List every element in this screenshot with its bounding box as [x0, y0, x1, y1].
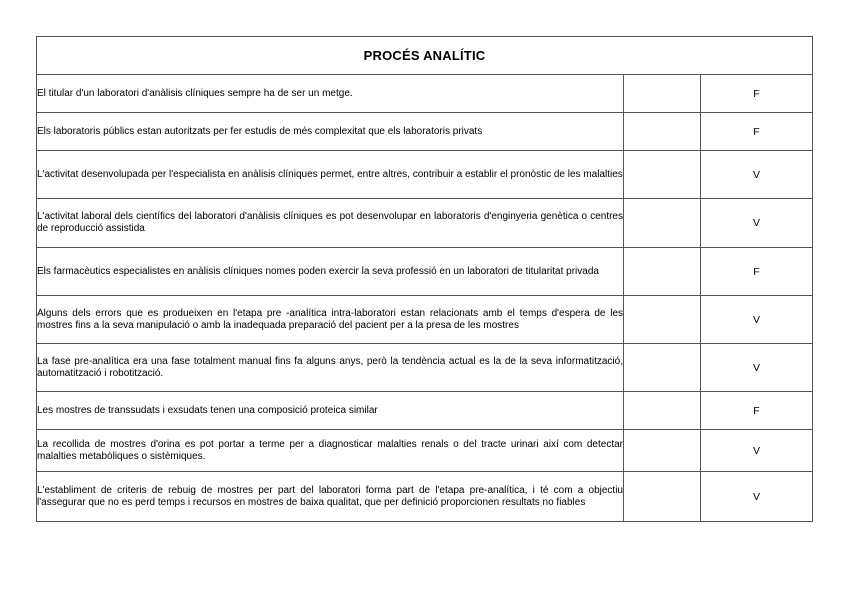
- statement-cell: Els laboratoris públics estan autoritzats per fer estudis de més complexitat que els laboratoris privats: [37, 113, 624, 151]
- answer-cell: V: [701, 344, 813, 392]
- answer-cell: V: [701, 199, 813, 248]
- table-row: [37, 430, 813, 472]
- statement-cell: L'establiment de criteris de rebuig de mostres per part del laboratori forma part de l'etapa pre-analítica, i té com a objectiu l'assegurar que no es perd temps i recursos en mostres de baixa qualitat, que per definició proporcionen resultats no fiables: [37, 472, 624, 522]
- true-false-table: [36, 36, 813, 522]
- answer-cell: V: [701, 430, 813, 472]
- table-row: [37, 344, 813, 392]
- statement-cell: El titular d'un laboratori d'anàlisis clíniques sempre ha de ser un metge.: [37, 75, 624, 113]
- blank-cell: [624, 430, 701, 472]
- table-title: PROCÉS ANALÍTIC: [37, 37, 813, 75]
- blank-cell: [624, 75, 701, 113]
- answer-cell: V: [701, 151, 813, 199]
- blank-cell: [624, 296, 701, 344]
- document-page: [36, 36, 812, 522]
- statement-cell: Les mostres de transsudats i exsudats tenen una composició proteica similar: [37, 392, 624, 430]
- answer-cell: F: [701, 75, 813, 113]
- table-row: [37, 199, 813, 248]
- blank-cell: [624, 113, 701, 151]
- table-row: [37, 151, 813, 199]
- answer-cell: F: [701, 113, 813, 151]
- answer-cell: V: [701, 472, 813, 522]
- statement-cell: Alguns dels errors que es produeixen en l'etapa pre -analítica intra-laboratori estan relacionats amb el temps d'espera de les mostres fins a la seva manipulació o amb la inadequada preparació del pacient per a la presa de les mostres: [37, 296, 624, 344]
- statement-cell: Els farmacèutics especialistes en anàlisis clíniques nomes poden exercir la seva professió en un laboratori de titularitat privada: [37, 248, 624, 296]
- table-row: [37, 472, 813, 522]
- table-row: [37, 392, 813, 430]
- table-row: [37, 75, 813, 113]
- table-row: [37, 113, 813, 151]
- blank-cell: [624, 151, 701, 199]
- table-row: [37, 296, 813, 344]
- statement-cell: L'activitat desenvolupada per l'especialista en anàlisis clíniques permet, entre altres, contribuir a establir el pronòstic de les malalties: [37, 151, 624, 199]
- answer-cell: F: [701, 392, 813, 430]
- statement-cell: L'activitat laboral dels científics del laboratori d'anàlisis clíniques es pot desenvolupar en laboratoris d'enginyeria genètica o centres de reproducció assistida: [37, 199, 624, 248]
- table-row: [37, 248, 813, 296]
- statement-cell: La fase pre-analítica era una fase totalment manual fins fa alguns anys, però la tendència actual es la de la seva informatització, automatització i robotització.: [37, 344, 624, 392]
- blank-cell: [624, 248, 701, 296]
- blank-cell: [624, 472, 701, 522]
- blank-cell: [624, 392, 701, 430]
- blank-cell: [624, 199, 701, 248]
- statement-cell: La recollida de mostres d'orina es pot portar a terme per a diagnosticar malalties renals o del tracte urinari així com detectar malalties metabòliques o sistèmiques.: [37, 430, 624, 472]
- blank-cell: [624, 344, 701, 392]
- answer-cell: V: [701, 296, 813, 344]
- answer-cell: F: [701, 248, 813, 296]
- table-header-row: [37, 37, 813, 75]
